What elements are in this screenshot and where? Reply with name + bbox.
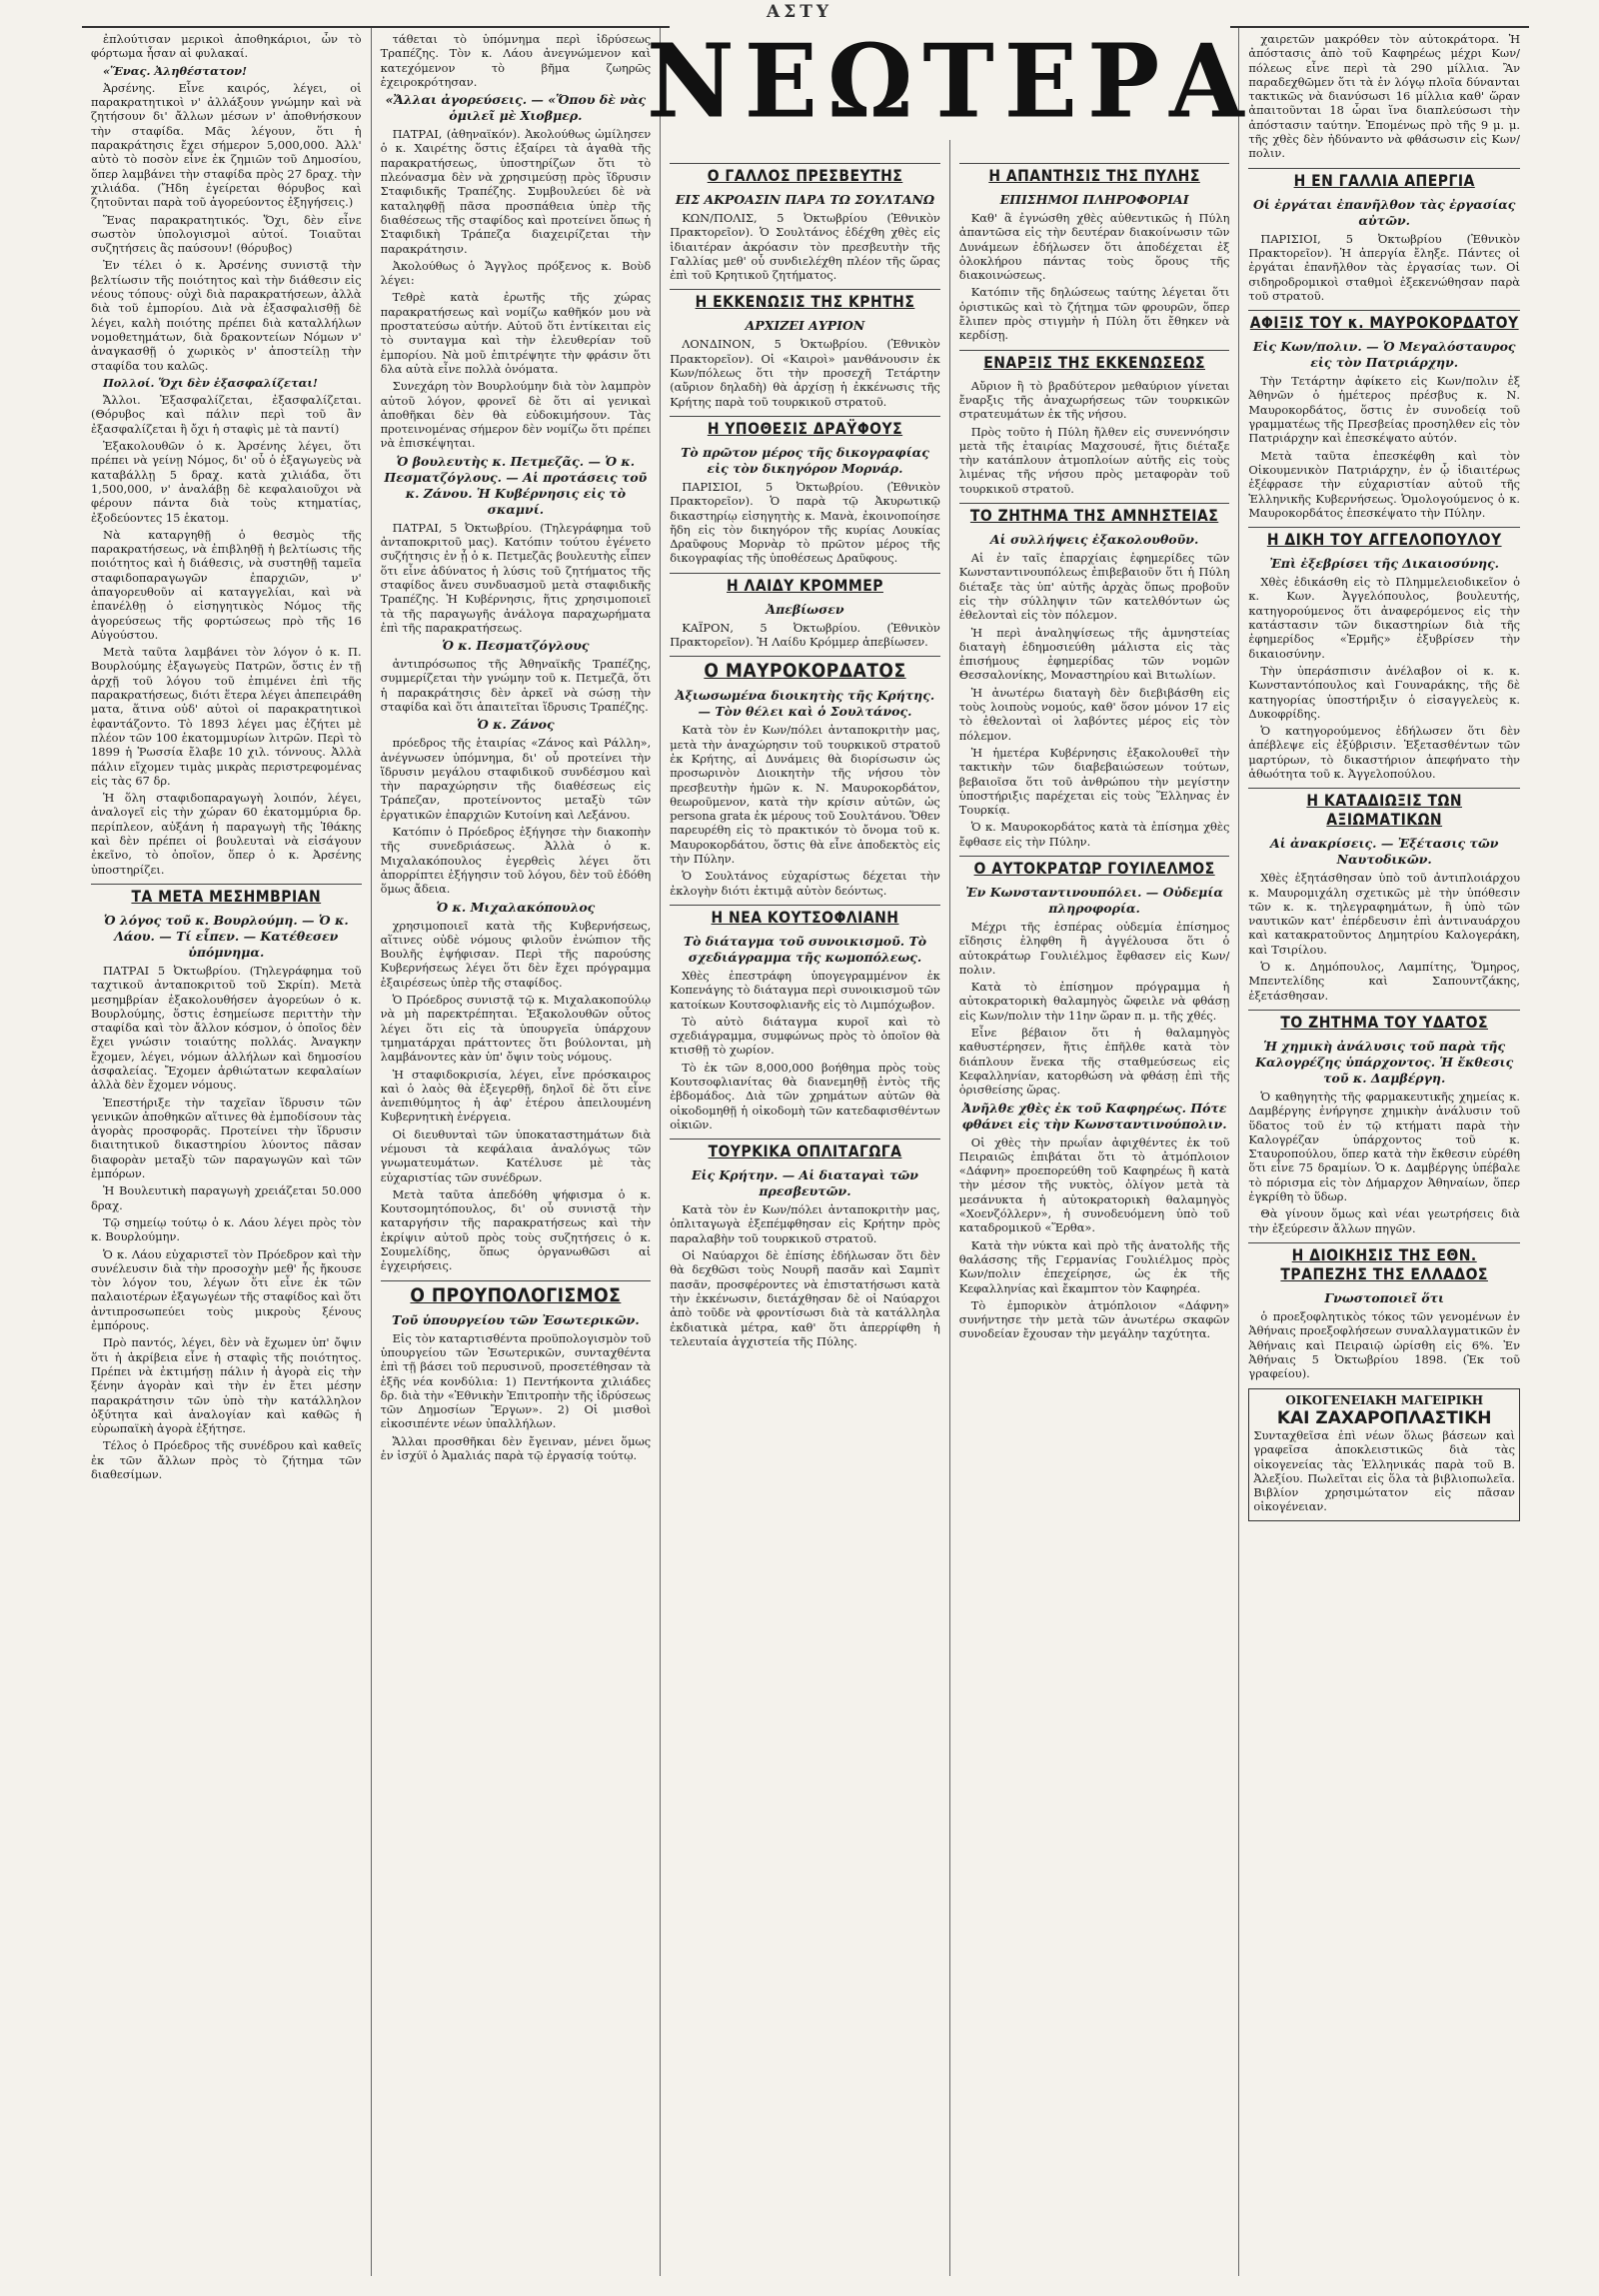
subheadline: ΕΠΙΣΗΜΟΙ ΠΛΗΡΟΦΟΡΙΑΙ [999, 192, 1189, 207]
subheadline: ΕΙΣ ΑΚΡΟΑΣΙΝ ΠΑΡΑ ΤΩ ΣΟΥΛΤΑΝΩ [675, 192, 935, 207]
headline: Η ΚΑΤΑΔΙΩΞΙΣ ΤΩΝ ΑΞΙΩΜΑΤΙΚΩΝ [1248, 788, 1520, 831]
paragraph: ΛΟΝΔΙΝΟΝ, 5 Ὀκτωβρίου. (Ἐθνικὸν Πρακτορεῖον). Οἱ «Καιροὶ» μανθάνουσιν ἐκ Κων/πόλεως ὅτι τὴν προσεχῆ Τετάρτην (αὔριον δηλαδὴ) θὰ ἀρχίσῃ ἡ ἐκκένωσις τῆς Κρήτης παρὰ τοῦ τουρκικοῦ στρατοῦ. [670, 337, 940, 409]
paragraph: Τὴν Τετάρτην ἀφίκετο εἰς Κων/πολιν ἐξ Ἀθηνῶν ὁ ἡμέτερος πρέσβυς κ. Ν. Μαυροκορδάτος, ὅστις ἐν συνοδείᾳ τοῦ γραμματέως τῆς Πρεσβείας προσηλθεν εἰς τὸν Πατριάρχην καὶ ἐπεσκέψατο αὐτόν. [1248, 374, 1520, 446]
paragraph: Καθ' ἃ ἐγνώσθη χθὲς αὐθεντικῶς ἡ Πύλη ἀπαντῶσα εἰς τὴν δευτέραν διακοίνωσιν τῶν Δυνάμεων ἐδήλωσεν ὅτι ἀποδέχεται ἐξ ὁλοκλήρου πάντας τοὺς ὅρους τῆς διακοινώσεως. [958, 211, 1230, 283]
paragraph: Ἐν τέλει ὁ κ. Ἀρσένης συνιστᾷ τὴν βελτίωσιν τῆς ποιότητος καὶ τὴν διάθεσιν εἰς νέους τόπους· οὐχὶ διὰ παρακρατήσεων, ἀλλὰ διὰ τοῦ ἐμπορίου. Διὰ νὰ ἐξασφαλισθῇ δὲ λέγει, καλὴ ποιότης πρέπει διὰ καταλλήλων νομοθετημάτων, διὰ δρακοντείων Νόμων ν' ἀναγκασθῇ ὁ χωρικὸς ν' ἀποστείλῃ τὴν σταφίδα του καλῶς. [91, 258, 362, 373]
paragraph: Μέχρι τῆς ἑσπέρας οὐδεμία ἐπίσημος εἴδησις ἐληφθη ἢ ἀγγέλουσα ὅτι ὁ αὐτοκράτωρ Γουλιέλμος ἔφθασεν εἰς Κων/πολιν. [958, 919, 1230, 977]
headline: Η ΑΠΑΝΤΗΣΙΣ ΤΗΣ ΠΥΛΗΣ [959, 163, 1230, 187]
paragraph: ΚΑΪΡΟΝ, 5 Ὀκτωβρίου. (Ἐθνικὸν Πρακτορεῖον). Ἡ Λαίδυ Κρόμμερ ἀπεβίωσεν. [670, 620, 940, 650]
subheadline: Τὸ πρῶτον μέρος τῆς δικογραφίας εἰς τὸν δικηγόρον Μορνάρ. [681, 444, 929, 476]
paragraph: Μετὰ ταῦτα λαμβάνει τὸν λόγον ὁ κ. Π. Βουρλούμης ἐξαγωγεὺς Πατρῶν, ὅστις ἐν τῇ ἀρχῇ τοῦ λόγου τοῦ ἐπιμένει ἐπὶ τῆς παρακρατήσεως, διότι ἕτερα λέγει ἀπεπειράθη ματα, ἅτινα οὐδ' αὐτοὶ οἱ παρακρατητικοὶ ἐφαντάζοντο. Τὸ 1893 λέγει μας ἐζήτει μὲ πλέον τῶν 100 ἑκατομμυρίων λιτρῶν. Περὶ τὸ 1899 ἡ Ῥωσσία ἔλαβε 10 χιλ. τόννους. Ἀλλὰ πάλιν εἴχομεν τιμὰς μικρὰς περιστρεφομένας εἰς τὰς 67 δρ. [91, 645, 362, 788]
column-4 [950, 28, 1240, 2276]
paragraph: Χθὲς ἐπεστράφη ὑπογεγραμμένον ἐκ Κοπενάγης τὸ διάταγμα περὶ συνοικισμοῦ τῶν κατοίκων Κουτσοφλιανῆς εἰς τὸ Λιμπόχωβον. [670, 968, 940, 1012]
paragraph: ὁ προεξοφλητικὸς τόκος τῶν γενομένων ἐν Ἀθήναις προεξοφλήσεων συναλλαγματικῶν ἐν Ἀθήναις καὶ Πειραιῷ ὡρίσθη εἰς 6%. Ἐν Ἀθήναις 5 Ὀκτωβρίου 1898. (Ἐκ τοῦ γραφείου). [1248, 1308, 1520, 1381]
subheadline: ΑΡΧΙΖΕΙ ΑΥΡΙΟΝ [745, 318, 865, 334]
subheadline: Τὸ διάταγμα τοῦ συνοικισμοῦ. Τὸ σχεδιάγραμμα τῆς κωμοπόλεως. [683, 933, 927, 965]
paragraph: Ἀρσένης. Εἶνε καιρός, λέγει, οἱ παρακρατητικοὶ ν' ἀλλάξουν γνώμην καὶ νὰ ζητήσουν δι' ἄλλων μέσων ν' ἀποθνήσκουν τὴν σταφίδα. Μᾶς λέγουν, ὅτι ἡ παρακράτησις ἔχει σήμερον 5,000,000. Ἀλλ' αὐτὸ τὸ ποσὸν εἶνε ἐκ ζημιῶν τοῦ Δημοσίου, ὅπερ λαμβάνει τὴν σταφίδα πρὸς 27 δραχ. τὴν χιλιάδα. (Ἤδη ἐγείρεται θόρυβος καὶ ζητοῦνται παρὰ τοῦ ἀγορεύοντος ἐξηγήσεις.) [91, 80, 362, 210]
paragraph: Οἱ χθὲς τὴν πρωΐαν ἀφιχθέντες ἐκ τοῦ Πειραιῶς ἐπιβάται ὅτι τὸ ἀτμόπλοιον «Δάφνη» προεπορεύθη τοῦ Καφηρέως ἢ κατὰ τὴν μέσον τῆς νυκτὸς, ὀλίγον μετὰ τὰ μεσάνυκτα ἡ αὐτοκρατορικὴ θαλαμηγὸς «Χοενζόλλερν», ἡ συνοδευόμενη ὑπὸ τοῦ καταδρομικοῦ «Ἕρθα». [958, 1135, 1230, 1235]
paragraph: Κατόπιν ὁ Πρόεδρος ἐξήγησε τὴν διακοπὴν τῆς συνεδριάσεως. Ἀλλὰ ὁ κ. Μιχαλακόπουλος ἐγερθεὶς λέγει ὅτι ἀπορρίπτει ἐξήγησιν τοῦ λόγου, δὲν τοῦ ἐδόθη ὅμως ἄδεια. [380, 825, 652, 897]
paragraph: Τὸ ἐμπορικὸν ἀτμόπλοιον «Δάφνη» συνήντησε τὴν μετὰ τῶν ἀνωτέρω σκαφῶν συνοδείαν ἔχουσαν τὴν μεγάλην ταχύτητα. [958, 1297, 1230, 1341]
paragraph: ΠΑΡΙΣΙΟΙ, 5 Ὀκτωβρίου. (Ἐθνικὸν Πρακτορεῖον). Ὁ παρὰ τῷ Ἀκυρωτικῷ δικαστηρίῳ εἰσηγητὴς κ. Μανὰ, ἐκοινοποίησε ἤδη εἰς τὸν δικηγόρον τῆς κυρίας Λουκίας Δραῦφους Μορνὰρ τὸ πρῶτον μέρος τῆς δικογραφίας τῆς ὑποθέσεως Δραῦφους. [670, 479, 940, 566]
masthead-box [646, 21, 1254, 141]
paragraph: Κατὰ τὸ ἐπίσημον πρόγραμμα ἡ αὐτοκρατορικὴ θαλαμηγὸς ὤφειλε νὰ φθάσῃ εἰς Κων/πολιν τὴν 11ην ὥραν π. μ. τῆς χθές. [958, 980, 1230, 1023]
headline: ΕΝΑΡΞΙΣ ΤΗΣ ΕΚΚΕΝΩΣΕΩΣ [959, 350, 1230, 374]
paragraph: χρησιμοποιεῖ κατὰ τῆς Κυβερνήσεως, αἵτινες οὐδὲ νόμους φιλοῦν ἐνώπιον τῆς Βουλῆς ἐψήφισαν. Περὶ τῆς παρούσης Κυβερνήσεως λέγει ὅτι δὲν ἔχει πρόγραμμα ἐξαιρέσεως ὑπὲρ τῆς σταφίδος. [380, 918, 652, 990]
paragraph: Ἡ περὶ ἀναληψίσεως τῆς ἀμνηστείας διαταγὴ ἐδημοσιεύθη μάλιστα εἰς τὰς ἐπισήμους ἐφημερίδας τῶν νομῶν Θεσσαλονίκης, Μοναστηρίου καὶ Βιτωλίων. [958, 625, 1230, 683]
paragraph: Ἡ Βουλευτικὴ παραγωγὴ χρειάζεται 50.000 δραχ. [91, 1183, 362, 1212]
paragraph: Τεθρὲ κατὰ ἐρωτῆς τῆς χώρας παρακρατήσεως καὶ νομίζω καθῆκόν μου νὰ προστατεύσω αὐτήν. Αὐτοῦ ὅτι ἐντίκειται εἰς τὸ συνταγμα καὶ τὴν ἐλευθερίαν τοῦ ἐμπορίου. Νὰ μοῦ ἐπιτρέψητε τὴν φράσιν ὅτι δλα αὐτὰ εἶνε πολλὰ ὀνόματα. [380, 290, 652, 376]
subheadline: Ἡ χημικὴ ἀνάλυσις τοῦ παρὰ τῆς Καλογρέζης ὑπάρχοντος. Ἡ ἔκθεσις τοῦ κ. Δαμβέργη. [1255, 1038, 1514, 1086]
paragraph: Χθὲς ἐξητάσθησαν ὑπὸ τοῦ ἀντιπλοιάρχου κ. Μαυρομιχάλη σχετικῶς μὲ τὴν ὑπόθεσιν τῶν κ. κ. τηλεγραφημάτων, ἢ ὑπὸ τῶν ναυτικῶν κατ' ἐπέρδευσιν ἐπὶ ἀντιναυάρχου καὶ κατακρατοῦντος Δημητρίου Καλογεράκη, καὶ Τσιρίλου. [1248, 871, 1520, 957]
running-head: ΑΣΤΥ [767, 2, 832, 22]
headline: Η ΕΝ ΓΑΛΛΙΑ ΑΠΕΡΓΙΑ [1248, 168, 1520, 192]
paragraph: Ἡ ὅλη σταφιδοπαραγωγὴ λοιπόν, λέγει, ἀναλογεῖ εἰς τὴν χώραν 60 ἑκατομμύρια δρ. περίπλεον, αὐξάνη ἡ παραγωγὴ τῆς Ἰθάκης καὶ δὲν πρέπει οἱ βουλευταὶ νὰ εἰσάγουν ἐκεῖνο, τὸ ὁποῖον, ὅπερ ὁ κ. Ἀρσένης ὑποστηρίζει. [91, 791, 362, 877]
column-2 [372, 28, 662, 2276]
paragraph: Νὰ καταργηθῇ ὁ θεσμὸς τῆς παρακρατήσεως, νὰ ἐπιβληθῇ ἡ βελτίωσις τῆς ποιότητος καὶ ἡ διάθεσις, νὰ συστηθῇ ταμεῖα σταφιδοπαραγωγῶν ἐπαρχιῶν, ν' ἀπαγορευθοῦν αἱ καταγγελίαι, καὶ νὰ ἐπανέλθῃ ὁ εἰσηγητικὸς Νόμος τῆς ἀγορεύσεως τῆς φορτώσεως πρὸ τῆς 16 Αὐγούστου. [91, 527, 362, 642]
paragraph: Ἀκολούθως ὁ Ἄγγλος πρόξενος κ. Βοὺδ λέγει: [380, 258, 652, 288]
paragraph: τάθεται τὸ ὑπόμνημα περὶ ἱδρύσεως Τραπέζης. Τὸν κ. Λάου ἀνεγνώμενον καὶ κατεχόμενον τὸ βῆμα ζωηρῶς ἐχειροκρότησαν. [380, 32, 652, 89]
paragraph: Ἡ ἡμετέρα Κυβέρνησις ἐξακολουθεῖ τὴν τακτικὴν τῶν διαβεβαιώσεων τούτων, βεβαιοῖσα ὅτι τοῦ ἀνθρώπου τὴν μεγίστην ὑποστήριξις παρέχεται εἰς τοὺς Ἕλληνας ἐν Τουρκίᾳ. [958, 745, 1230, 818]
subheadline: Οἱ ἐργάται ἐπανῆλθον τὰς ἐργασίας αὐτῶν. [1253, 196, 1516, 228]
paragraph: Τέλος ὁ Πρόεδρος τῆς συνέδρου καὶ καθεῖς ἐκ τῶν ἄλλων πρὸς τὸ ζήτημα τῶν διαθεσίμων. [91, 1438, 362, 1482]
paragraph: χαιρετῶν μακρόθεν τὸν αὐτοκράτορα. Ἡ ἀπόστασις ἀπὸ τοῦ Καφηρέως μέχρι Κων/πόλεως εἶνε περὶ τὰ 290 μίλλια. Ἂν παραδεχθῶμεν ὅτι τὰ ἐν λόγῳ πλοῖα δύνανται τακτικῶς νὰ διανύσωσι 16 μίλλια καθ' ὥραν ἀπαιτοῦνται 18 ὧραι ἵνα διαπλεύσωσι τὴν ἀπόστασιν ταύτην. Ἑπομένως πρὸ τῆς 9 μ. μ. τῆς χθὲς δὲν ἠδύναντο νὰ φθάσωσιν εἰς Κων/πολιν. [1248, 32, 1520, 161]
paragraph: Κατὰ τὸν ἐν Κων/πόλει ἀνταποκριτὴν μας, μετὰ τὴν ἀναχώρησιν τοῦ τουρκικοῦ στρατοῦ ἐκ Κρήτης, αἱ Δυνάμεις θὰ διορίσωσιν ὡς προσωρινὸν Διοικητὴν τῆς νήσου τὸν πρεσβευτὴν ἡμῶν κ. Ν. Μαυροκορδάτον, θεωροῦμενον, κατὰ τὴν κρίσιν αὐτῶν, ὡς persona grata ἐκ μέρους τοῦ Σουλτάνου. Ὅθεν παρευρέθη εἰς τὸ πρακτικόν τὸ ὄνομα τοῦ κ. Μαυροκορδάτου, ὅστις θὰ εἶνε ἀποδεκτὸς εἰς τὴν Πύλην. [670, 723, 940, 867]
subheadline: Ἀπεβίωσεν [766, 601, 844, 617]
paragraph: Κατόπιν τῆς δηλώσεως ταύτης λέγεται ὅτι ὁριστικῶς καὶ τὸ ζήτημα τῶν φρουρῶν, ὅπερ ἔλιπεν πρὸς στιγμὴν ἡ Πύλη ὅτι ἔθηκεν νὰ κερδίσῃ. [958, 285, 1230, 343]
subheadline: Ὁ λόγος τοῦ κ. Βουρλούμη. — Ὁ κ. Λάου. — Τί εἶπεν. — Κατέθεσεν ὑπόμνημα. [103, 912, 349, 960]
headline: ΤΟ ΖΗΤΗΜΑ ΤΟΥ ΥΔΑΤΟΣ [1248, 1010, 1520, 1034]
subheadline: Εἰς Κων/πολιν. — Ὁ Μεγαλόσταυρος εἰς τὸν Πατριάρχην. [1252, 339, 1516, 371]
advertisement-box [1248, 1388, 1520, 1520]
headline: Η ΥΠΟΘΕΣΙΣ ΔΡΑΫΦΟΥΣ [670, 416, 940, 440]
paragraph: Θὰ γίνουν ὅμως καὶ νέαι γεωτρήσεις διὰ τὴν ἐξεύρεσιν ἄλλων πηγῶν. [1248, 1206, 1520, 1235]
headline: Ο ΜΑΥΡΟΚΟΡΔΑΤΟΣ [670, 656, 940, 683]
paragraph: Μετὰ ταῦτα ἐπεσκέφθη καὶ τὸν Οἰκουμενικὸν Πατριάρχην, ἐν ᾧ ἰδιαιτέρως ἐξέφρασε τὴν εὐχαριστίαν αὐτοῦ τῆς Ἑλληνικῆς Κυβερνήσεως. Ὁμολογούμενος ὁ κ. Μαυροκορδάτος ἐπεσκέψατο τὴν Πύλην. [1248, 448, 1520, 520]
paragraph: ΠΑΤΡΑΙ, 5 Ὀκτωβρίου. (Τηλεγράφημα τοῦ ἀνταποκριτοῦ μας). Κατόπιν τούτου ἐγένετο συζήτησις ἐν ᾗ ὁ κ. Πετμεζᾶς βουλευτὴς εἶπεν ὅτι εἶνε ἀδύνατος ἡ λύσις τοῦ ζητήματος τῆς σταφίδος ἄνευ συνδυασμοῦ μετὰ σταφιδικῆς Τραπέζης. Ἡ Κυβέρνησις, ἥτις χρησιμοποιεῖ τὰ τῆς παραγωγῆς ἀνάλογα παραχωρήματα ἐπὶ τῆς παρακρατήσεως. [380, 520, 652, 635]
headline: ΤΟ ΖΗΤΗΜΑ ΤΗΣ ΑΜΝΗΣΤΕΙΑΣ [959, 503, 1230, 527]
column-3 [661, 28, 950, 2276]
headline: Η ΔΙΚΗ ΤΟΥ ΑΓΓΕΛΟΠΟΥΛΟΥ [1248, 527, 1520, 551]
paragraph: Αὔριον ἢ τὸ βραδύτερον μεθαύριον γίνεται ἔναρξις τῆς ἀναχωρήσεως τῶν τουρκικῶν στρατευμάτων ἐκ τῆς νήσου. [958, 378, 1230, 422]
paragraph: Οἱ διευθυνταὶ τῶν ὑποκαταστημάτων διὰ νέμουσι τὰ κεφάλαια ἀναλόγως τῶν γνωματευμάτων. Κατέλυσε μὲ τὰς εὐχαριστίας τῶν συνέδρων. [380, 1127, 652, 1184]
subheadline: Εἰς Κρήτην. — Αἱ διαταγαὶ τῶν πρεσβευτῶν. [692, 1167, 918, 1199]
paragraph: Ἕνας παρακρατητικός. Ὅχι, δὲν εἶνε σωστὸν ὑπολογισμοὶ αὐτοί. Τοιαῦται συζητήσεις ἂς παύσουν! (θόρυβος) [91, 212, 362, 256]
headline: Η ΕΚΚΕΝΩΣΙΣ ΤΗΣ ΚΡΗΤΗΣ [670, 289, 940, 313]
subheadline: Ἐν Κωνσταντινουπόλει. — Οὐδεμία πληροφορία. [965, 884, 1223, 916]
headline: Ο ΓΑΛΛΟΣ ΠΡΕΣΒΕΥΤΗΣ [670, 163, 940, 187]
paragraph: Ἐπεστήριξε τὴν ταχεῖαν ἵδρυσιν τῶν γενικῶν ἀποθηκῶν αἵτινες θὰ ἐμποδίσουν τὰς ἀγορὰς προσφορᾶς. Προτείνει τὴν ἵδρυσιν διαιτητικοῦ δικαστηρίου λύοντος πᾶσαν διαφορὰν μεταξὺ τῶν παραγωγῶν καὶ τῶν ἐμπόρων. [91, 1095, 362, 1181]
subheadline: Ὁ κ. Μιχαλακόπουλος [436, 899, 596, 915]
paragraph: Ὁ κ. Λάου εὐχαριστεῖ τὸν Πρόεδρον καὶ τὴν συνέλευσιν διὰ τὴν προσοχὴν μεθ' ἧς ἤκουσε τὸν λόγον του, λέγων ὅτι εἶνε ἐκ τῶν παλαιοτέρων ἐξαγωγέων τῆς σταφίδος καὶ ὅτι ἀντιπροσωπεύει τοὺς μικροὺς ξένους ἐμπόρους. [91, 1246, 362, 1333]
subheadline: Ὁ κ. Πεσματζόγλους [442, 638, 590, 654]
paragraph: Ὁ κατηγορούμενος ἐδήλωσεν ὅτι δὲν ἀπέβλεψε εἰς ἐξύβρισιν. Ἐξετασθέντων τῶν μαρτύρων, τὸ δικαστήριον ἀπεφήνατο τὴν ἀθωότητα τοῦ κ. Ἀγγελοπούλου. [1248, 724, 1520, 781]
headline: Η ΝΕΑ ΚΟΥΤΣΟΦΛΙΑΝΗ [670, 905, 940, 929]
paragraph: Ὁ κ. Μαυροκορδάτος κατὰ τὰ ἐπίσημα χθὲς ἔφθασε εἰς τὴν Πύλην. [958, 820, 1230, 849]
headline: Ο ΑΥΤΟΚΡΑΤΩΡ ΓΟΥΙΛΕΛΜΟΣ [959, 856, 1230, 880]
column-1 [82, 28, 372, 2276]
paragraph: Ἡ ἀνωτέρω διαταγὴ δὲν διεβιβάσθη εἰς τοὺς λοιποὺς νομούς, καθ' ὅσον μόνον 17 εἰς τὸ ἐθελονταὶ οἱ λαβόντες μέρος εἰς τὸν πόλεμον. [958, 685, 1230, 743]
paragraph: Κατὰ τὴν νύκτα καὶ πρὸ τῆς ἀνατολῆς τῆς θαλάσσης τῆς Γερμανίας Γουλιέλμος πρὸς Κων/πολιν ἐπεχείρησε, ὡς ἐκ τῆς Κεφαλληνίας καὶ ἔκαμπτον τὸν Καφηρέα. [958, 1237, 1230, 1295]
paragraph: ΠΑΡΙΣΙΟΙ, 5 Ὀκτωβρίου (Ἐθνικὸν Πρακτορεῖον). Ἡ ἀπεργία ἔληξε. Πάντες οἱ ἐργάται ἐπανῆλθον τὰς ἐργασίας των. Οἱ σιδηροδρομικοὶ σταθμοὶ ἐξεκενώθησαν παρὰ τοῦ στρατοῦ. [1248, 231, 1520, 303]
subheadline: Γνωστοποιεῖ ὅτι [1324, 1289, 1445, 1305]
paragraph: Πρὸ παντός, λέγει, δὲν νὰ ἔχωμεν ὑπ' ὄψιν ὅτι ἡ ἀκρίβεια εἶνε ἡ σταφὶς τῆς ποιότητος. Πρέπει νὰ ἐκτιμήσῃ πάλιν ἡ ἀγορὰ εἰς τὴν ξένην ἀγορὰν καὶ τὴν ἐν ἔτει μέσην παρακράτησιν τῶν ὑπὸ τὴν κατάλληλον ὀξύτητα καὶ ἀναλογίαν καὶ καθῶς ἡ εὐρωπαϊκὴ ἀγορὰ ἐξήτησε. [91, 1335, 362, 1436]
paragraph: Ἡ σταφιδοκρισία, λέγει, εἶνε πρόσκαιρος καὶ ὁ λαὸς θὰ ἐξεγερθῇ, δηλοῖ δὲ ὅτι εἶνε ἀνεπιθύμητος ἡ ἀφ' ἑτέρου ἀπειλουμένη Κυβερνητικὴ ἐνέργεια. [380, 1067, 652, 1125]
paragraph: Ὁ Πρόεδρος συνιστᾷ τῷ κ. Μιχαλακοπούλῳ νὰ μὴ παρεκτρέπηται. Ἐξακολουθῶν οὗτος λέγει ὅτι εἰς τὰ ὑπουργεῖα ὑπάρχουν τμηματάρχαι πράττοντες ὅτι βούλονται, μὴ λαμβάνοντες κὰν ὑπ' ὄψιν τοὺς νόμους. [380, 993, 652, 1065]
paragraph: ἐπλούτισαν μερικοὶ ἀποθηκάριοι, ὧν τὸ φόρτωμα ἦσαν αἱ φυλακαί. [91, 32, 362, 61]
paragraph: Ἄλλαι προσθῆκαι δὲν ἔγειναν, μένει ὅμως ἐν ἰσχύϊ ὁ Ἀμαλιάς παρὰ τῷ ἐργασίᾳ τούτῳ. [380, 1433, 652, 1463]
paragraph: ΚΩΝ/ΠΟΛΙΣ, 5 Ὀκτωβρίου (Ἐθνικὸν Πρακτορεῖον). Ὁ Σουλτάνος ἐδέχθη χθὲς εἰς ἰδιαιτέραν ἀκρόασιν τὸν πρεσβευτὴν τῆς Γαλλίας μεθ' οὗ συνδιελέχθη πλέον τῆς ὥρας ἐπὶ τοῦ Κρητικοῦ ζητήματος. [670, 211, 940, 283]
paragraph: Οἱ Ναύαρχοι δὲ ἐπίσης ἐδήλωσαν ὅτι δὲν θὰ δεχθῶσι τοὺς Νουρῆ πασᾶν καὶ Σαμπὶτ πασᾶν, προσφέροντες νὰ ἐπιστατήσωσι κατὰ τὴν ἐκκένωσιν, διετάχθησαν δὲ οἱ Ναύαρχοι ἀπὸ τοῦδε νὰ φροντίσωσι διὰ τὰ κατάλληλα ἐκδιατικὰ μέτρα, καθ' ὅτι ἀπερρίφθη ἡ τελευταία ἀγχιστεία τῆς Πύλης. [670, 1248, 940, 1348]
ad-title: ΟΙΚΟΓΕΝΕΙΑΚΗ ΜΑΓΕΙΡΙΚΗ [1285, 1393, 1484, 1408]
paragraph: πρόεδρος τῆς ἑταιρίας «Ζάνος καὶ Ράλλη», ἀνέγνωσεν ὑπόμνημα, δι' οὗ προτείνει τὴν ἵδρυσιν μεγάλου σταφιδικοῦ συνδέσμου καὶ τὴν παραχώρησιν τῆς διαθέσεως εἰς Τράπεζαν, προτείνοντος μεταξὺ τῶν ἐργατικῶν ἐπαρχιῶν Κυτοίνη καὶ Λεξάνου. [380, 736, 652, 822]
subheadline: Ἀνῆλθε χθὲς ἐκ τοῦ Καφηρέως. Πότε φθάνει εἰς τὴν Κωνσταντινούπολιν. [961, 1100, 1227, 1132]
headline: ΑΦΙΞΙΣ ΤΟΥ κ. ΜΑΥΡΟΚΟΡΔΑΤΟΥ [1248, 310, 1520, 334]
paragraph: Τὸ ἐκ τῶν 8,000,000 βοήθημα πρὸς τοὺς Κουτσοφλιανίτας θὰ διανεμηθῇ ἐντὸς τῆς ἑβδομάδος. Διὰ τῶν χρημάτων αὐτῶν θὰ οἰκοδομηθῇ ἡ οἰκοδομὴ τῶν κατεδαφισθέντων οἰκιῶν. [670, 1060, 940, 1132]
paragraph: ΠΑΤΡΑΙ, (ἀθηναϊκόν). Ἀκολούθως ὡμίλησεν ὁ κ. Χαιρέτης ὅστις ἐξαίρει τὰ ἀγαθὰ τῆς παρακρατήσεως, ὑποστηρίζων ὅτι τὸ πλεόνασμα δὲν νὰ χρησιμεύσῃ πρὸς ἵδρυσιν Σταφιδικῆς Τραπέζης. Συμβουλεύει δὲ νὰ καταληφθῇ πᾶσα προσπάθεια ὑπὲρ τῆς διαθέσεως τῆς σταφίδος καὶ προτείνει ὅπως ἡ Σταφιδικὴ Τράπεζα διαχειρίζεται τὴν παρακράτησιν. [380, 127, 652, 256]
headline: Η ΔΙΟΙΚΗΣΙΣ ΤΗΣ ΕΘΝ. ΤΡΑΠΕΖΗΣ ΤΗΣ ΕΛΛΑΔΟΣ [1248, 1242, 1520, 1285]
ad-subtitle: ΚΑΙ ΖΑΧΑΡΟΠΛΑΣΤΙΚΗ [1276, 1407, 1492, 1428]
subheadline: Ὁ κ. Ζάνος [477, 717, 555, 733]
paragraph: Αἱ ἐν ταῖς ἐπαρχίαις ἐφημερίδες τῶν Κωνσταντινουπόλεως ἐπιβεβαιοῦν ὅτι ἡ Πύλη διέταξε τὰς ὑπ' αὐτῆς ἀρχὰς ὅπως προβοῦν εἰς τὴν σύλληψιν τῶν κατελθόντων ὡς ἐθελονταὶ εἰς τὸν πόλεμον. [958, 551, 1230, 623]
paragraph: Ἐξακολουθῶν ὁ κ. Ἀρσένης λέγει, ὅτι πρέπει νὰ γείνῃ Νόμος, δι' οὗ ὁ ἐξαγωγεὺς νὰ καταβάλλῃ 5 δραχ. κατὰ χιλιάδα, ὅτι 1,500,000, ν' ἀναλάβῃ δὲ κεφαλαιοῦχοι νὰ φέρουν πάντα διὰ τοὺς κτηματίας, ἐξοδεύοντες 15 ἑκατομ. [91, 439, 362, 525]
column-5 [1239, 28, 1529, 2276]
subheadline: Ἐπὶ ἐξεβρίσει τῆς Δικαιοσύνης. [1269, 556, 1500, 572]
paragraph: Πρὸς τοῦτο ἡ Πύλη ἤλθεν εἰς συνεννόησιν μετὰ τῆς ἑταιρίας Μαχσουσέ, ἥτις διέταξε τὴν κατάπλουν ἀτμοπλοίων αὐτῆς εἰς τοὺς λιμένας τῆς νήσου πρὸς μεταφορὰν τοῦ τουρκικοῦ στρατοῦ. [958, 424, 1230, 496]
paragraph: Τῷ σημείῳ τούτῳ ὁ κ. Λάου λέγει πρὸς τὸν κ. Βουρλούμην. [91, 1214, 362, 1244]
paragraph: «Ἕνας. Ἀληθέστατον! [103, 63, 248, 78]
paragraph: Ὁ Σουλτάνος εὐχαρίστως δέχεται τὴν ἐκλογὴν διότι ἐκτιμᾷ αὐτὸν δεόντως. [670, 869, 940, 898]
columns [82, 26, 1529, 2276]
subheadline: Τοῦ ὑπουργείου τῶν Ἐσωτερικῶν. [392, 1311, 640, 1327]
subheadline: Ὁ βουλευτὴς κ. Πετμεζᾶς. — Ὁ κ. Πεσματζόγλους. — Αἱ προτάσεις τοῦ κ. Ζάνου. Ἡ Κυβέρνησις εἰς τὸ σκαμνί. [384, 453, 648, 517]
paragraph: Ὁ καθηγητὴς τῆς φαρμακευτικῆς χημείας κ. Δαμβέργης ἐνήργησε χημικὴν ἀνάλυσιν τοῦ ὕδατος τοῦ ἐν τῷ κτήματι παρὰ τὴν Καλογρέζαν ὑπάρχοντος τοῦ κ. Σταυροπούλου, ὅπερ κατὰ τὴν ἔκθεσιν εὑρέθη ὅτι εἶνε 75 δραμίων. Ὁ κ. Δαμβέργης ὑπέβαλε τὸ πόρισμα εἰς τὸν Δήμαρχον Ἀθηναίων, ὅπερ ἐγκρίθη τὸ ὕδωρ. [1248, 1089, 1520, 1204]
paragraph: Τὸ αὐτὸ διάταγμα κυροῖ καὶ τὸ σχεδιάγραμμα, συμφώνως πρὸς τὸ ὁποῖον θὰ κτισθῇ τὸ χωρίον. [670, 1014, 940, 1058]
paragraph: Ἄλλοι. Ἐξασφαλίζεται, ἐξασφαλίζεται. (Θόρυβος καὶ πάλιν περὶ τοῦ ἂν ἐξασφαλίζεται ἢ ὄχι ἡ σταφὶς μὲ τὰ παντί) [91, 393, 362, 436]
subheadline: Αἱ συλλήψεις ἐξακολουθοῦν. [989, 532, 1199, 548]
headline: Ο ΠΡΟΥΠΟΛΟΓΙΣΜΟΣ [381, 1280, 652, 1307]
paragraph: Εἶνε βέβαιον ὅτι ἡ θαλαμηγὸς καθυστέρησεν, ἥτις ἐπῆλθε κατὰ τὸν διάπλουν ἕνεκα τῆς σταθμεύσεως εἰς Κεφαλληνίαν, κατορθώση νὰ φθάσῃ ἐπὶ τῆς ὁρισθείσης ὥρας. [958, 1026, 1230, 1098]
headline: ΤΑ ΜΕΤΑ ΜΕΣΗΜΒΡΙΑΝ [91, 884, 362, 908]
paragraph: Συνεχάρη τὸν Βουρλούμην διὰ τὸν λαμπρὸν αὐτοῦ λόγον, φρονεῖ δὲ ὅτι αἱ γενικαὶ ἀποθῆκαι δὲν θὰ εὐδοκιμήσουν. Τὰς προτεινομένας σήμερον δὲν νομίζω ὅτι πρέπει νὰ ἐπισκέψηται. [380, 379, 652, 451]
paragraph: Κατὰ τὸν ἐν Κων/πόλει ἀνταποκριτὴν μας, ὁπλιταγωγὰ ἐξεπέμφθησαν εἰς Κρήτην πρὸς παραλαβὴν τοῦ τουρκικοῦ στρατοῦ. [670, 1202, 940, 1245]
paragraph: Εἰς τὸν καταρτισθέντα προϋπολογισμὸν τοῦ ὑπουργείου τῶν Ἐσωτερικῶν, συνταχθέντα ἐπὶ τῇ βάσει τοῦ περυσινοῦ, προσετέθησαν τὰ ἑξῆς νέα κονδύλια: 1) Πεντήκοντα χιλιάδες δρ. διὰ τὴν «Ἐθνικὴν Ἐπιτροπὴν τῆς ἱδρύσεως τῶν Δημοσίων Ἔργων». 2) Οἱ μισθοὶ εἰκοσιπέντε νέων ὑπαλλήλων. [380, 1330, 652, 1431]
paragraph: Πολλοί. Ὅχι δὲν ἐξασφαλίζεται! [103, 375, 318, 390]
paragraph: Τὴν ὑπεράσπισιν ἀνέλαβον οἱ κ. κ. Κωνσταντόπουλος καὶ Γουναράκης, τῆς δὲ κατηγορίας ὑποστήριξιν ὁ εἰσαγγελεὺς κ. Δυκοφρίδης. [1248, 663, 1520, 721]
subheadline: Ἀξιωσωμένα διοικητὴς τῆς Κρήτης. — Τὸν θέλει καὶ ὁ Σουλτάνος. [675, 688, 935, 720]
paragraph: ἀντιπρόσωπος τῆς Ἀθηναϊκῆς Τραπέζης, συμμερίζεται τὴν γνώμην τοῦ κ. Πετμεζᾶ, ὅτι ἡ παρακράτησις δὲν ἀρκεῖ νὰ σώσῃ τὴν σταφίδα καὶ ὅτι ἀπαιτεῖται ἵδρυσις Τραπέζης. [380, 657, 652, 714]
ad-body: Συνταχθεῖσα ἐπὶ νέων ὅλως βάσεων καὶ γραφεῖσα ἀποκλειστικῶς διὰ τὰς οἰκογενείας τὰς Ἑλληνικάς παρὰ τοῦ Β. Ἀλεξίου. Πωλεῖται εἰς ὅλα τὰ βιβλιοπωλεῖα. Βιβλίον χρησιμώτατον εἰς πᾶσαν οἰκογένειαν. [1253, 1428, 1515, 1514]
headline: ΤΟΥΡΚΙΚΑ ΟΠΛΙΤΑΓΩΓΑ [670, 1139, 940, 1162]
subheadline: Αἱ ἀνακρίσεις. — Ἐξέτασις τῶν Ναυτοδικῶν. [1269, 836, 1499, 868]
paragraph: Χθὲς ἐδικάσθη εἰς τὸ Πλημμελειοδικεῖον ὁ κ. Κων. Ἀγγελόπουλος, βουλευτής, κατηγορούμενος ὅτι ἀναφερόμενος εἰς τὴν κατάστασιν τῶν δικαστηρίων διὰ τῆς ἐφημερίδος «Ἑρμῆς» ἐξυβρίσεν τὴν δικαιοσύνην. [1248, 575, 1520, 661]
paragraph: Μετὰ ταῦτα ἀπεδόθη ψήφισμα ὁ κ. Κουτσομητόπουλος, δι' οὗ συνιστᾷ τὴν καταργήσιν τῆς παρακρατήσεως καὶ τὴν ἐκρίψιν αὐτοῦ πρὸς τοὺς συζητήσεις ὁ κ. Σουμελίδης, ὅπως ὀργανωθῶσι αἱ ἐγχειρήσεις. [380, 1186, 652, 1273]
subheadline: «Ἄλλαι ἀγορεύσεις. — «Ὅπου δὲ νὰς ὁμιλεῖ μὲ Χιοβμερ. [385, 92, 647, 124]
paragraph: ΠΑΤΡΑΙ 5 Ὀκτωβρίου. (Τηλεγράφημα τοῦ ταχτικοῦ ἀνταποκριτοῦ τοῦ Σκρίπ). Μετὰ μεσημβρίαν ἐξακολουθήσεν ἀγορεύων ὁ κ. Βουρλούμης, ὅστις ἐσημείωσε περιττὴν τὴν σταφίδα καὶ τὸν ἄλλον κόσμον, ὁ ὁποῖος δὲν ἔχει γνώσιν τοιαύτης πολλάς. Ἀναγκην ἔχομεν, λέγει, νόμων ἀλλήλων καὶ δημοσίου ἀσφαλείας. Ἔχομεν ἀρθιώτατων κεφαλαίων ἀλλὰ δὲν ἔχομεν νόμους. [91, 963, 362, 1093]
paragraph: Ὁ κ. Δημόπουλος, Λαμπίτης, Ὅμηρος, Μπεντελίδης καὶ Σαπουντζάκης, ἐξετάσθησαν. [1248, 960, 1520, 1003]
headline: Η ΛΑΙΔΥ ΚΡΟΜΜΕΡ [670, 573, 940, 597]
masthead: ΝΕΩΤΕΡΑ [646, 21, 1254, 141]
